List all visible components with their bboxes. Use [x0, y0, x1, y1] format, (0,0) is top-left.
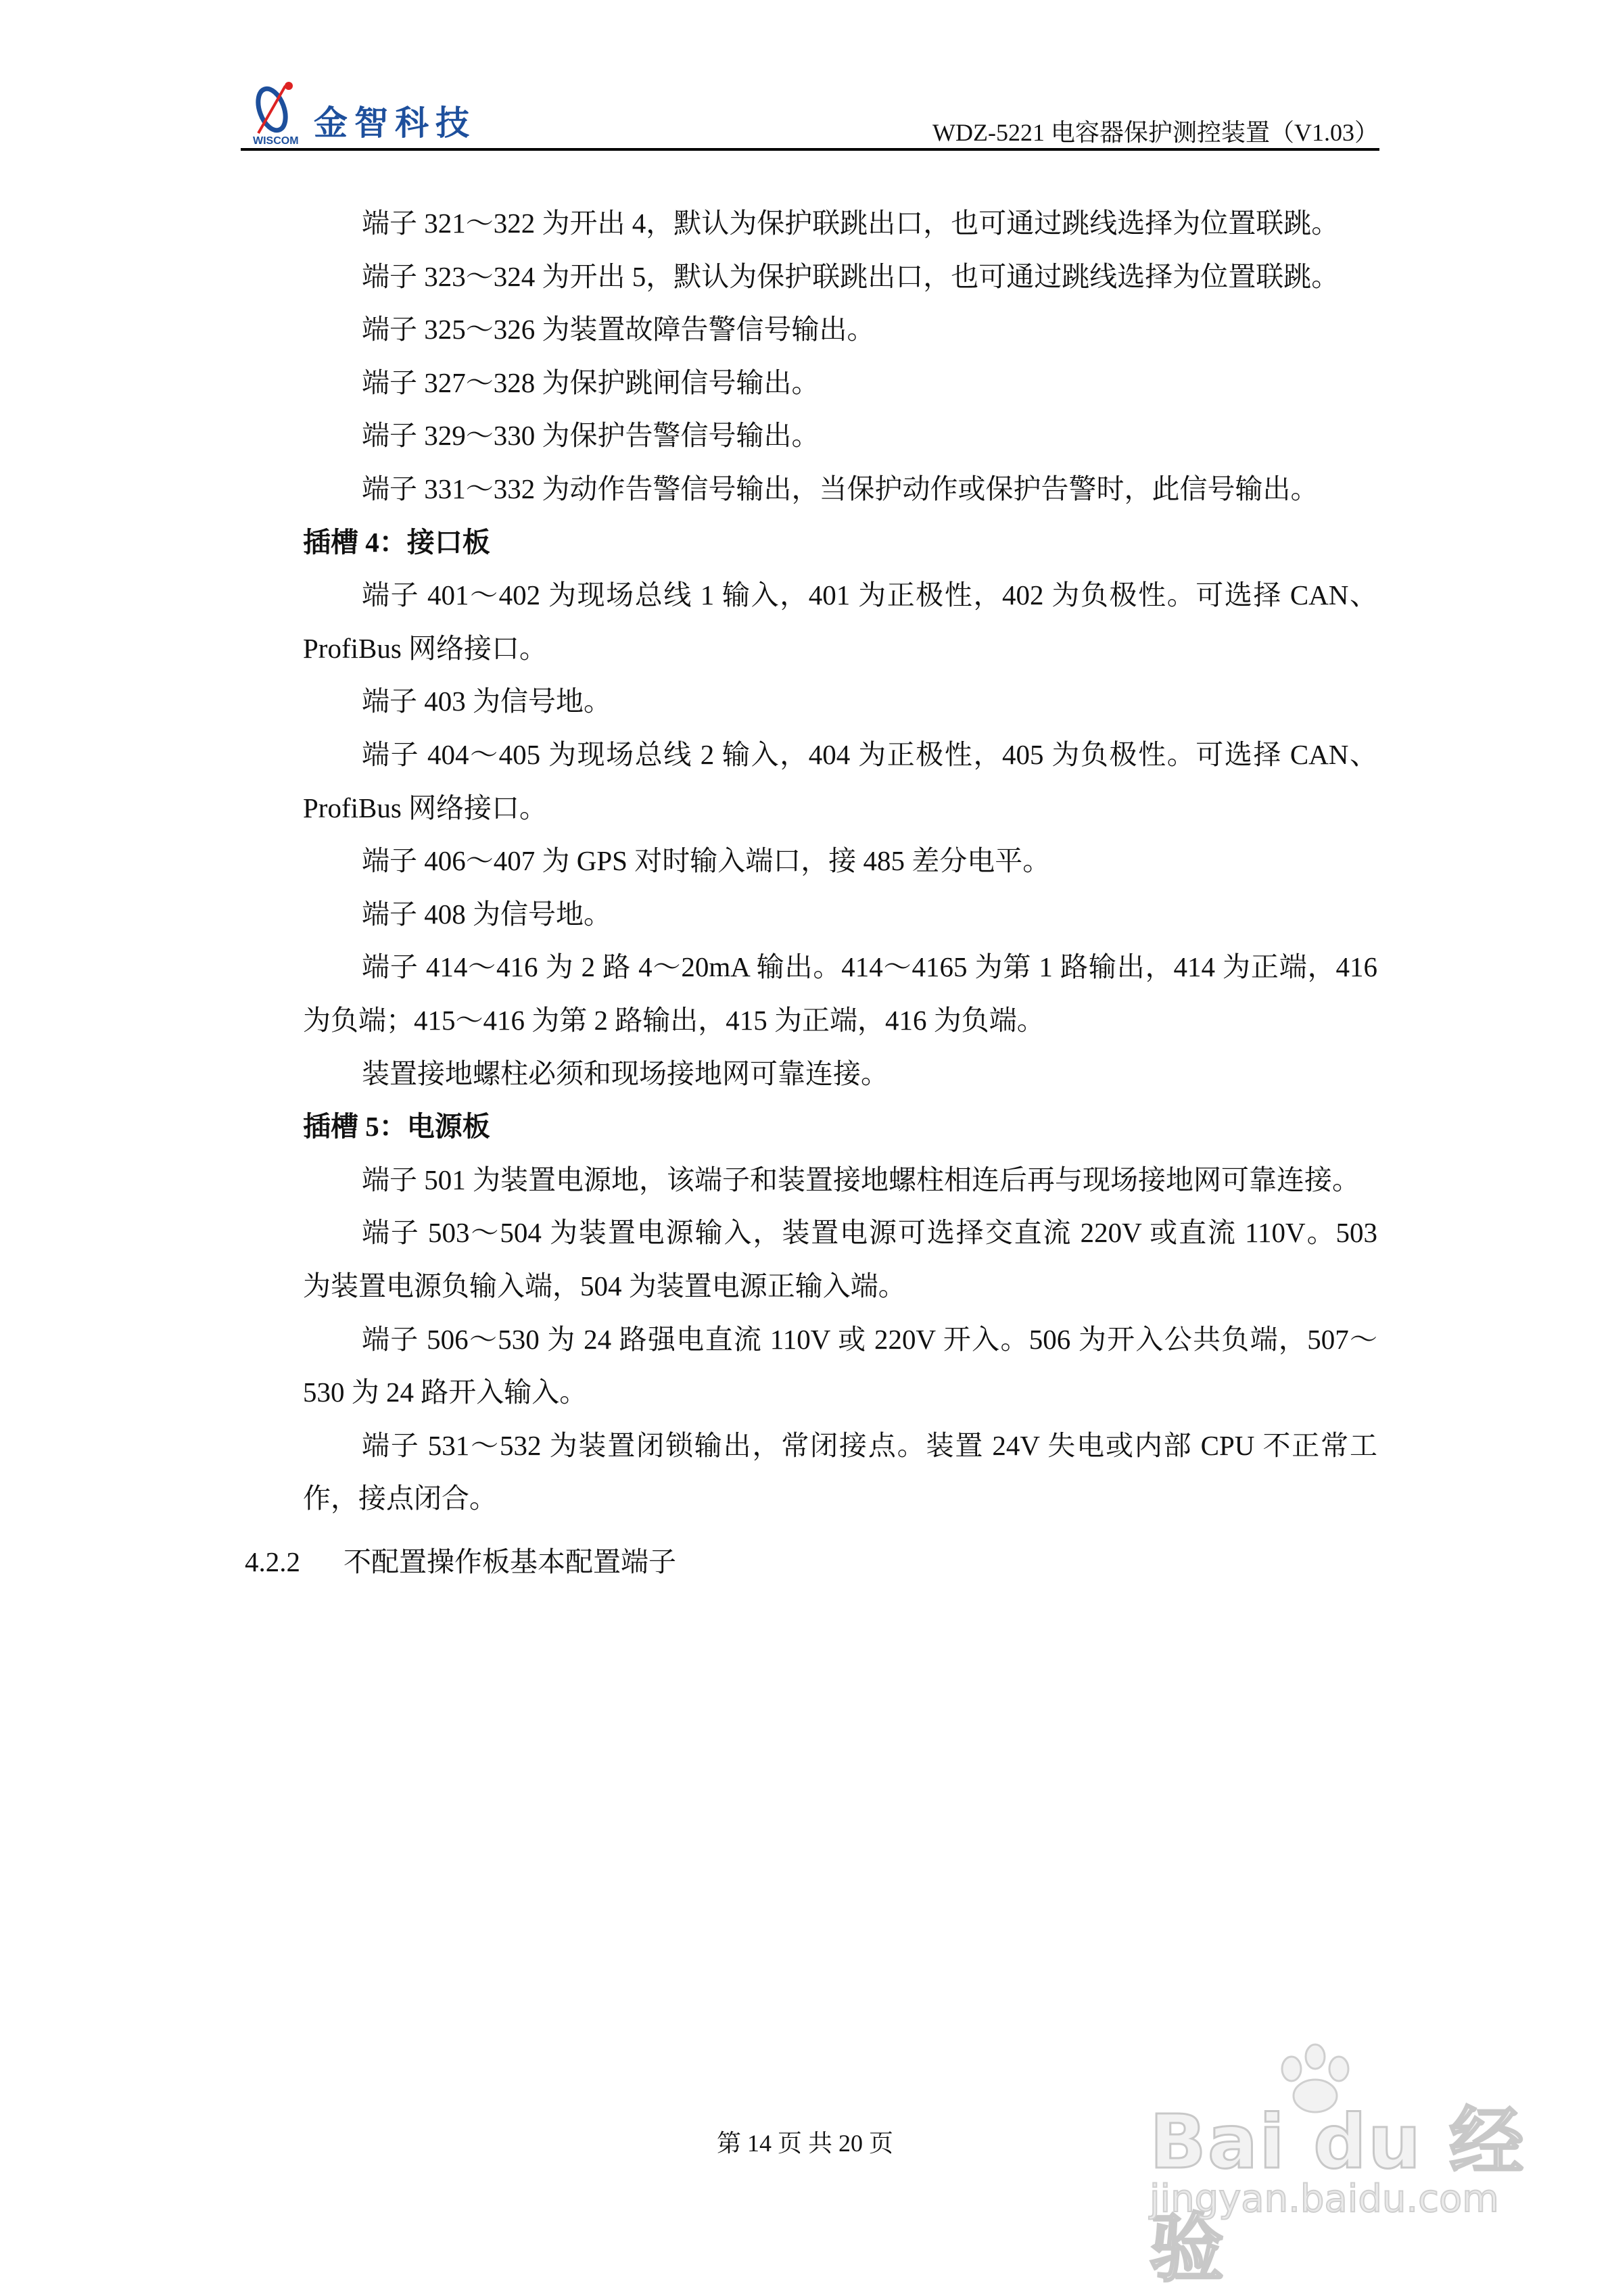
paragraph-line: 端子 321～322 为开出 4，默认为保护联跳出口，也可通过跳线选择为位置联跳。: [362, 208, 1340, 239]
paragraph-line: 端子 501 为装置电源地，该端子和装置接地螺柱相连后再与现场接地网可靠连接。: [362, 1164, 1360, 1195]
document-title: WDZ-5221 电容器保护测控装置（V1.03）: [932, 119, 1379, 146]
paragraph-line: 端子 406～407 为 GPS 对时输入端口，接 485 差分电平。: [362, 845, 1051, 877]
paragraph-line: 端子 331～332 为动作告警信号输出，当保护动作或保护告警时，此信号输出。: [362, 473, 1319, 504]
paragraph-line: 端子 403 为信号地。: [362, 686, 611, 717]
paragraph-line: 端子 404～405 为现场总线 2 输入，404 为正极性，405 为负极性。可选择 CAN、: [362, 739, 1377, 770]
paragraph-line: 端子 329～330 为保护告警信号输出。: [362, 420, 820, 452]
page-footer: 第 14 页 共 20 页: [716, 2130, 893, 2157]
slot-heading: 插槽 4：接口板: [303, 526, 490, 558]
paragraph-line: 端子 414～416 为 2 路 4～20mA 输出。414～4165 为第 1 路输出，414 为正端，416: [362, 951, 1377, 983]
section-number: 4.2.2: [245, 1546, 300, 1577]
paragraph-line: 装置接地螺柱必须和现场接地网可靠连接。: [362, 1057, 889, 1089]
paragraph-line: 为装置电源负输入端，504 为装置电源正输入端。: [303, 1270, 906, 1301]
paragraph-line: ProfiBus 网络接口。: [303, 792, 548, 823]
paragraph-line: 作，接点闭合。: [303, 1483, 497, 1514]
paragraph-line: 端子 408 为信号地。: [362, 898, 611, 930]
paragraph-line: 端子 503～504 为装置电源输入，装置电源可选择交直流 220V 或直流 110V。503: [362, 1217, 1377, 1249]
paragraph-line: 端子 323～324 为开出 5，默认为保护联跳出口，也可通过跳线选择为位置联跳。: [362, 260, 1340, 292]
company-logo: [252, 76, 481, 150]
watermark-url: jingyan.baidu.com: [1150, 2177, 1499, 2221]
paragraph-line: 端子 506～530 为 24 路强电直流 110V 或 220V 开入。506 为开入公共负端，507～: [362, 1323, 1377, 1355]
wiscom-logo-icon: [252, 76, 299, 143]
watermark-brand: Bai du 经验: [1150, 2099, 1525, 2292]
paragraph-line: 端子 531～532 为装置闭锁输出，常闭接点。装置 24V 失电或内部 CPU 不正常工: [362, 1429, 1377, 1461]
slot-heading: 插槽 5：电源板: [303, 1111, 490, 1143]
paragraph-line: 为负端；415～416 为第 2 路输出，415 为正端，416 为负端。: [303, 1005, 1045, 1036]
section-title: 不配置操作板基本配置端子: [344, 1546, 676, 1577]
paragraph-line: 530 为 24 路开入输入。: [303, 1377, 588, 1408]
logo-chinese-text: 金智科技: [314, 103, 476, 143]
paragraph-line: ProfiBus 网络接口。: [303, 632, 548, 664]
logo-english-text: WISCOM: [253, 135, 299, 147]
paragraph-line: 端子 401～402 为现场总线 1 输入，401 为正极性，402 为负极性。可选择 CAN、: [362, 579, 1377, 611]
baidu-jingyan-watermark: [1150, 2042, 1528, 2292]
paragraph-line: 端子 327～328 为保护跳闸信号输出。: [362, 366, 820, 398]
header-divider: [241, 148, 1379, 151]
paragraph-line: 端子 325～326 为装置故障告警信号输出。: [362, 314, 875, 345]
